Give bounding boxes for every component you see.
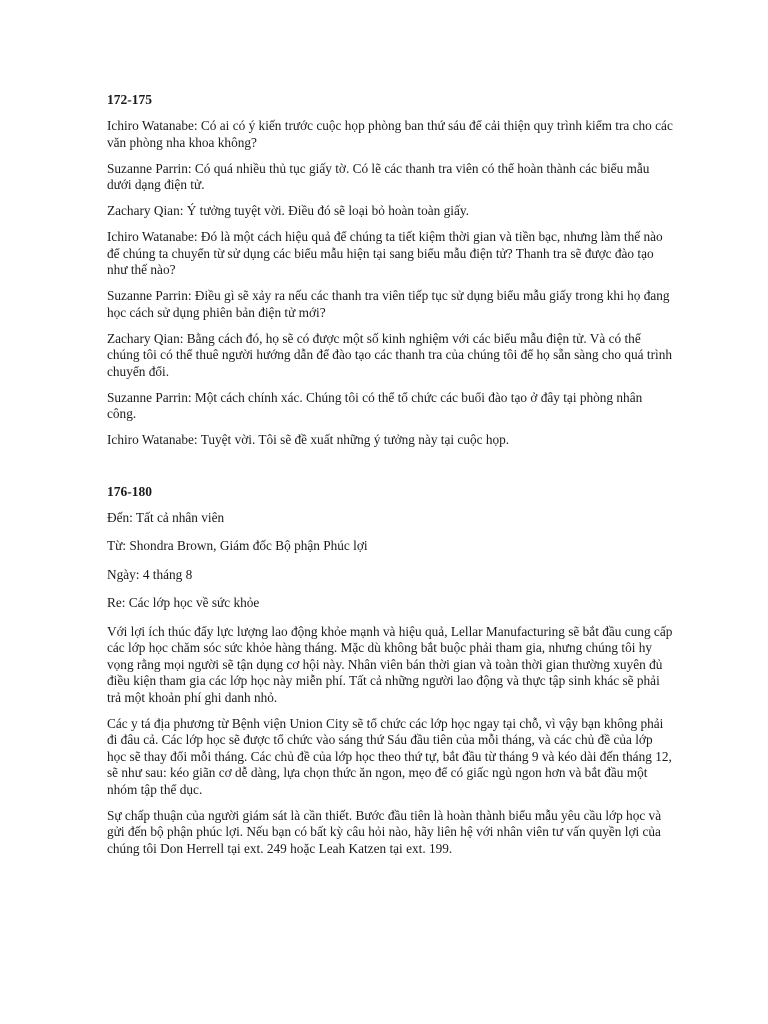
memo-from: Từ: Shondra Brown, Giám đốc Bộ phận Phúc lợi [107, 538, 368, 553]
dialogue-line: Suzanne Parrin: Có quá nhiều thủ tục giấy tờ. Có lẽ các thanh tra viên có thể hoàn thành các biểu mẫu dưới dạng điện tử. [107, 160, 650, 192]
section-heading: 172-175 [107, 92, 152, 107]
dialogue-line: Zachary Qian: Bằng cách đó, họ sẽ có được một số kinh nghiệm với các biểu mẫu điện tử. Và có thể chúng tôi có thể thuê người hướng dẫn để đào tạo các thanh tra của chúng tôi để họ sẵn sàng cho quá trình chuyển đổi. [107, 330, 672, 379]
section-heading: 176-180 [107, 483, 152, 499]
dialogue-line: Suzanne Parrin: Điều gì sẽ xảy ra nếu các thanh tra viên tiếp tục sử dụng biểu mẫu giấy trong khi họ đang học cách sử dụng phiên bản điện tử mới? [107, 288, 670, 320]
memo-paragraph: Với lợi ích thúc đẩy lực lượng lao động khỏe mạnh và hiệu quả, Lellar Manufacturing sẽ bắt đầu cung cấp các lớp học chăm sóc sức khỏe hàng tháng. Mặc dù không bắt buộc phải tham gia, nhưng chúng tôi hy vọng rằng mọi người sẽ tận dụng cơ hội này. Nhân viên bán thời gian và toàn thời gian thường xuyên đủ điều kiện tham gia các lớp học này miễn phí. Tất cả những người lao động và thực tập sinh khác sẽ phải trả một khoản phí ghi danh nhỏ. [107, 623, 673, 705]
dialogue-line: Suzanne Parrin: Một cách chính xác. Chúng tôi có thể tổ chức các buổi đào tạo ở đây tại phòng nhân công. [107, 389, 643, 421]
dialogue-line: Ichiro Watanabe: Tuyệt vời. Tôi sẽ đề xuất những ý tưởng này tại cuộc họp. [107, 432, 510, 447]
dialogue-line: Ichiro Watanabe: Có ai có ý kiến trước cuộc họp phòng ban thứ sáu để cải thiện quy trình kiểm tra cho các văn phòng nha khoa không? [107, 118, 673, 150]
dialogue-line: Zachary Qian: Ý tưởng tuyệt vời. Điều đó sẽ loại bỏ hoàn toàn giấy. [107, 203, 469, 218]
memo-to: Đến: Tất cả nhân viên [107, 509, 225, 525]
memo-subject: Re: Các lớp học về sức khỏe [107, 595, 260, 610]
section-176-180 [107, 484, 673, 858]
dialogue-line: Ichiro Watanabe: Đó là một cách hiệu quả để chúng ta tiết kiệm thời gian và tiền bạc, nhưng làm thế nào để chúng ta chuyển từ sử dụng các biểu mẫu hiện tại sang biểu mẫu điện tử? Thanh tra sẽ được đào tạo như thế nào? [107, 229, 663, 277]
memo-paragraph: Các y tá địa phương từ Bệnh viện Union City sẽ tổ chức các lớp học ngay tại chỗ, vì vậy bạn không phải đi đâu cả. Các lớp học sẽ được tổ chức vào sáng thứ Sáu đầu tiên của mỗi tháng, và các chủ đề của lớp học sẽ thay đổi mỗi tháng. Các chủ đề của lớp học theo thứ tự, bắt đầu từ tháng 9 và kéo dài đến tháng 12, sẽ như sau: kéo giãn cơ dễ dàng, lựa chọn thức ăn ngon, mẹo để có giấc ngủ ngon hơn và bắt đầu một nhóm tập thể dục. [107, 715, 672, 797]
section-172-175 [107, 92, 673, 449]
memo-date: Ngày: 4 tháng 8 [107, 566, 193, 582]
memo-paragraph: Sự chấp thuận của người giám sát là cần thiết. Bước đầu tiên là hoàn thành biểu mẫu yêu cầu lớp học và gửi đến bộ phận phúc lợi. Nếu bạn có bất kỳ câu hỏi nào, hãy liên hệ với nhân viên tư vấn quyền lợi của chúng tôi Don Herrell tại ext. 249 hoặc Leah Katzen tại ext. 199. [107, 807, 662, 856]
